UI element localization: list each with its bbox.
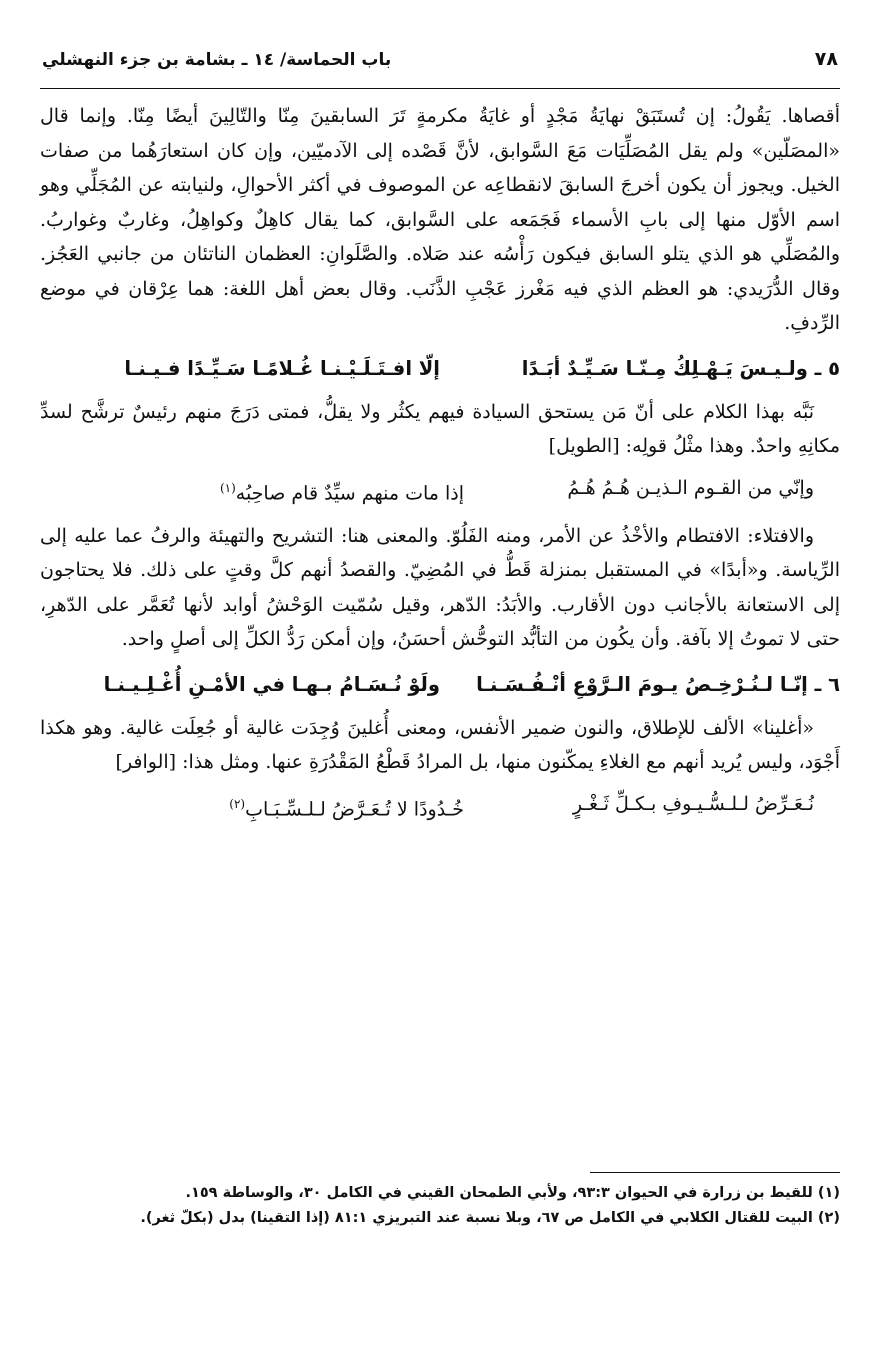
verse-5 (40, 349, 840, 389)
verse-6-second-hemistich: ولَوْ نُـسَـامُ بـهـا في الأمْـنِ أُغْـلِـيـنـا (103, 672, 440, 696)
running-title: باب الحماسة/ ١٤ ـ بشامة بن جزء النهشلي (42, 50, 392, 70)
quoted-verse-1-second-hemistich (220, 468, 504, 513)
verse-5-second-hemistich: إلّا افـتَـلَـيْـنـا غُـلامًـا سَـيِّـدًا فـيـنـا (124, 356, 440, 380)
quoted-verse-1-text: إذا مات منهم سيِّدٌ قام صاحِبُه (235, 481, 464, 504)
footnote-divider (590, 1172, 840, 1173)
book-page (40, 48, 840, 1338)
paragraph-commentary-1: أقصاها. يَقُولُ: إن تُستَبَقْ نهايَةُ مَجْدٍ أو غايَةُ مكرمةٍ تَرَ السابقينَ مِنّا والتّالِينَ أيضًا مِنّا. وإنما قال «المصَلّين» ولم يقل المُصَلِّيَات مَعَ السَّوابق، لأنَّ قَصْده إلى الآدميّين، وإن كان استعارَهُما من صفات الخيل. ويجوز أن يكون أخرجَ السابقَ لانقطاعِه عن الموصوف في أكثر الأحوالِ، ولنيابته عن المُجَلِّي وهو اسم الأوّل منها إلى بابِ الأسماء فَجَمَعه على السَّوابق، كما يقال كاهِلٌ وكواهِلُ، وغاربٌ وغواربُ. والمُصَلِّي هو الذي يتلو السابق فيكون رَأْسُه عند صَلاه. والصَّلَوانِ: العظمان الناتئان من جانبي العَجُز. وقال الدُّرَيدي: هو العظم الذي فيه مَغْرز عَجْبِ الذَّنَب. وقال بعض أهل اللغة: هما عِرْقان في موضع الرِّدفِ. (40, 105, 840, 334)
page-body (40, 99, 840, 829)
verse-5-first-hemistich: ٥ ـ ولـيـسَ يَـهْـلِكُ مِـنّـا سَـيِّـدٌ أبَـدًا (521, 356, 840, 380)
verse-6 (40, 665, 840, 705)
paragraph-commentary-4: «أغلينا» الألف للإطلاق، والنون ضمير الأنفس، ومعنى أُغلينَ وُجِدَت غالية أو جُعِلَت غالية. وهو هكذا أَجْوَد، وليس يُريد أنهم مع الغلاءِ يمكّنون منها، بل المرادُ قَطْعُ المَقْدُرَةِ عنها. ومثل هذا: [الوافر] (40, 716, 840, 774)
quoted-verse-2 (40, 784, 840, 829)
running-header (40, 48, 840, 89)
footnote-2: (٢) البيت للقتال الكلابي في الكامل ص ٦٧، وبلا نسبة عند التبريزي ٨١:١ (إذا التقينا) بدل (بكلّ ثغر). (140, 1210, 840, 1226)
quoted-verse-2-first-hemistich: نُـعَـرِّضُ لـلـسُّـيـوفِ بـكـلِّ ثَـغْـرٍ (572, 792, 814, 815)
paragraph-commentary-3: والافتلاء: الافتطام والأخْذُ عن الأمر، ومنه الفَلُوّ. والمعنى هنا: التشريح والتهيئة والرفُ عما عليه إلى الرِّياسة. و«أبدًا» في المستقبل بمنزلة قَطُّ في المُضِيّ. والقصدُ أنهم كلَّ وقتٍ على ذلك. فلا يحتاجون إلى الاستعانة بالأجانب دون الأقارب. والأبَدُ: الدّهر، وقيل سُمّيت الوَحْشُ أوابد لأنها تُعَمَّر على الدّهرِ، حتى لا تموتُ إلا بآفة. وأن يكُون من التأبُّد التوحُّش أحسَنُ، وإن أمكن رَدُّ الكلِّ إلى أصلٍ واحد. (40, 524, 840, 651)
paragraph-commentary-2: نَبَّه بهذا الكلام على أنّ مَن يستحق السيادة فيهم يكثُر ولا يقلُّ، فمتى دَرَجَ منهم رئيسٌ ترشَّح لسدِّ مكانِهِ واحدٌ. وهذا مثْلُ قولِه: [الطويل] (40, 400, 840, 457)
page-number: ٧٨ (814, 48, 838, 70)
quoted-verse-1 (40, 468, 840, 513)
quoted-verse-2-second-hemistich (229, 784, 504, 829)
quoted-verse-1-first-hemistich: وإنّي من القـوم الـذيـن هُـمُ هُـمُ (567, 476, 814, 499)
footnote-1: (١) للقيط بن زرارة في الحيوان ٩٣:٣، ولأبي الطمحان القيني في الكامل ٣٠، والوساطة ١٥٩. (185, 1185, 840, 1201)
verse-6-first-hemistich: ٦ ـ إنّـا لـنُـرْخِـصُ يـومَ الـرَّوْعِ أنْـفُـسَـنـا (476, 672, 840, 696)
footnote-marker-1[interactable]: (١) (219, 480, 236, 495)
quoted-verse-2-text: خُـدُودًا لا تُـعَـرَّضُ لـلـسِّـبَـابِ (245, 798, 464, 821)
footnotes (40, 1172, 840, 1231)
footnote-marker-2[interactable]: (٢) (229, 796, 246, 811)
